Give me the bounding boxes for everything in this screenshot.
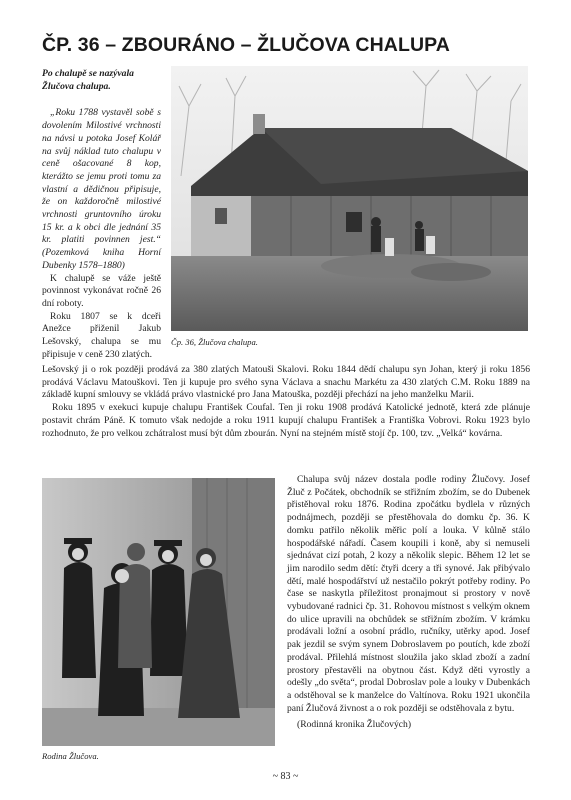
family-photo-caption: Rodina Žlučova. [42, 751, 99, 761]
source-note: (Rodinná kronika Žlučových) [297, 719, 412, 731]
page-title: ČP. 36 – ZBOURÁNO – ŽLUČOVA CHALUPA [42, 34, 450, 56]
history-1895-text: Roku 1895 v exekuci kupuje chalupu František Coufal. Ten ji roku 1908 prodává Katolické jednotě, která zde plánuje postavit chrám Páně. K tomuto však nedojde a roku 1911 kupují chalupu František a Františka Vobrovi. Roku 1923 bylo rozhodnuto, že pro velkou zchátralost musí být dům zbourán. Nyní na stejném místě stojí čp. 100, tzv. „Velká“ kovárna. [42, 402, 530, 439]
house-photo [171, 66, 528, 331]
left-column [42, 68, 161, 361]
family-photo [42, 478, 275, 746]
history-text-block [42, 364, 530, 440]
family-story-text: Chalupa svůj název dostala podle rodiny Žlučovy. Josef Žluč z Počátek, obchodník se střižním zbožím, se do Dubenek přistěhoval roku 1876. Rodina zpočátku bydlela v různých podnájmech, později se přestěhovala do domku čp. 36. K domku patřilo několik měřic polí a louka. V kůlně stálo hospodářské nářadí. Časem koupili i koně, aby si nemuseli sjednávat cizí potah, 2 kozy a několik slepic. Během 12 let se jim narodilo sedm dětí: čtyři dcery a tři synové. Jak přibývalo dětí, malé hospodářství už nestačilo pokrýt potřeby rodiny. Po čase se naskytla příležitost pronajmout si prostory v nově vybudované radnici čp. 31. Rohovou místnost s velkým oknem do ulice upravili na obchůdek se střižním zbožím. V krámku prodávali ložní a osobní prádlo, ručníky, utěrky apod. Josef pak jezdil se svým synem Dobroslavem po poutích, kde zboží prodával. Přilehlá místnost sloužila jako sklad zboží a zadní prostory přestavěli na obytnou část. Když děti vyrostly a odešly „do světa“, prodal Dobroslav pole a louky v Dubenkách a odstěhoval se k manželce do Valtínova. Roku 1921 ukončila paní Žlučová živnost a o rok později se odstěhovala z bytu. [287, 474, 530, 714]
history-start-text: Roku 1807 se k dceři Anežce přiženil Jakub Lešovský, chalupa se mu připisuje v ceně 230 zlatých. [42, 310, 161, 360]
page-number: ~ 83 ~ [272, 771, 299, 782]
robot-obligation-text: K chalupě se váže ještě povinnost vykonávat ročně 26 dní roboty. [42, 272, 161, 309]
house-photo-caption: Čp. 36, Žlučova chalupa. [171, 337, 258, 347]
lead-text: Po chalupě se nazývala Žlučova chalupa. [42, 68, 134, 92]
land-register-quote: „Roku 1788 vystavěl sobě s dovolením Milostivé vrchnosti na návsi u potoka Josef Kolář na svůj náklad tuto chalupu v ceně ošacované 8 kop, kterážto se jemu proti tomu za vlastní a dědičnou připisuje, že on každoročně milostivé vrchnosti gruntovního úroku 15 kr. a k obci dle jednání 35 kr. platiti povinnen jest.“ (Pozemková kniha Horní Dubenky 1578–1880) [42, 107, 161, 271]
history-continued-text: Lešovský ji o rok později prodává za 380 zlatých Matouši Skalovi. Roku 1844 dědí chalupu syn Johan, který ji roku 1856 prodává Václavu Matouškovi. Ten ji kupuje pro svého syna Václava a snachu Markétu za 430 zlatých C.M. Roku 1889 na základě kupní smlouvy se vkládá právo vlastnické pro Jana Matouška, později přechází na jeho manželku Marii. [42, 364, 530, 401]
right-column [287, 474, 530, 732]
